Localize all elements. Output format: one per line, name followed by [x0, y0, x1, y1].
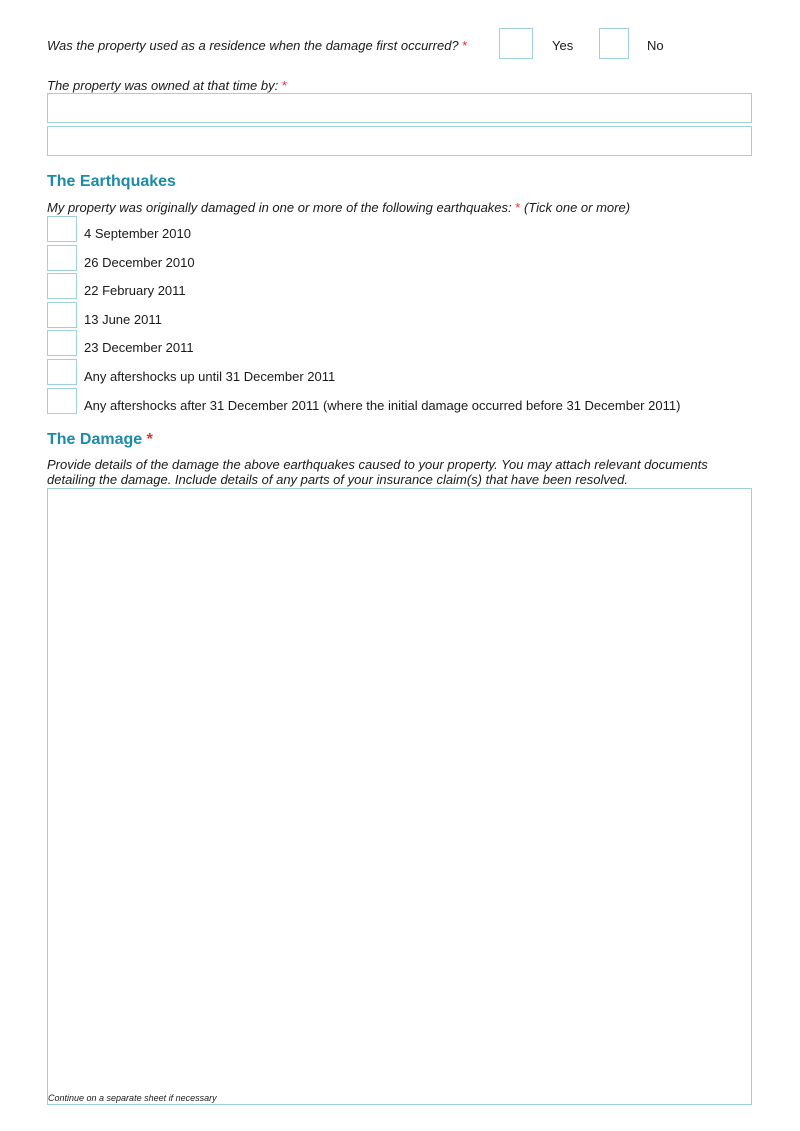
earthquake-checkbox[interactable] — [47, 359, 77, 385]
earthquake-checkbox[interactable] — [47, 302, 77, 328]
earthquake-option-label: Any aftershocks up until 31 December 2011 — [84, 369, 336, 384]
residence-no-checkbox[interactable] — [599, 28, 629, 59]
residence-yes-label: Yes — [552, 38, 574, 53]
damage-description-line-2: detailing the damage. Include details of any parts of your insurance claim(s) that have been resolved. — [47, 472, 629, 487]
required-marker: * — [281, 78, 287, 93]
required-marker: * — [462, 38, 468, 53]
residence-no-label: No — [647, 38, 664, 53]
earthquake-checkbox[interactable] — [47, 216, 77, 242]
earthquakes-section-title: The Earthquakes — [47, 173, 176, 190]
damage-description — [47, 457, 757, 487]
damage-details-textarea[interactable] — [47, 488, 752, 1105]
required-marker: * — [146, 431, 153, 448]
owner-name-field-1[interactable] — [47, 93, 752, 123]
damage-description-line-1: Provide details of the damage the above earthquakes caused to your property. You may attach relevant documents — [47, 457, 708, 472]
earthquakes-instruction — [47, 200, 630, 216]
required-marker: * — [515, 200, 521, 215]
owner-question-text: The property was owned at that time by: — [47, 78, 279, 93]
earthquake-option-label: 23 December 2011 — [84, 340, 194, 355]
earthquake-checkbox[interactable] — [47, 273, 77, 299]
earthquake-checkbox[interactable] — [47, 388, 77, 414]
earthquake-option-label: 26 December 2010 — [84, 255, 195, 270]
earthquake-checkbox[interactable] — [47, 245, 77, 271]
earthquake-option-label: 4 September 2010 — [84, 226, 191, 241]
earthquake-checkbox[interactable] — [47, 330, 77, 356]
earthquake-option-label: 22 February 2011 — [84, 283, 186, 298]
owner-question — [47, 78, 287, 94]
earthquakes-instruction-suffix: (Tick one or more) — [523, 200, 631, 215]
earthquake-option-label: Any aftershocks after 31 December 2011 (where the initial damage occurred before 31 December 2011) — [84, 398, 681, 413]
damage-section-title-text: The Damage — [47, 431, 143, 448]
earthquakes-instruction-text: My property was originally damaged in one or more of the following earthquakes: — [47, 200, 512, 215]
damage-section-title — [47, 430, 153, 450]
damage-footnote: Continue on a separate sheet if necessary — [48, 1093, 217, 1103]
residence-yes-checkbox[interactable] — [499, 28, 533, 59]
residence-question — [47, 38, 467, 54]
owner-name-field-2[interactable] — [47, 126, 752, 156]
earthquake-option-label: 13 June 2011 — [84, 312, 162, 327]
residence-question-text: Was the property used as a residence when the damage first occurred? — [47, 38, 459, 53]
